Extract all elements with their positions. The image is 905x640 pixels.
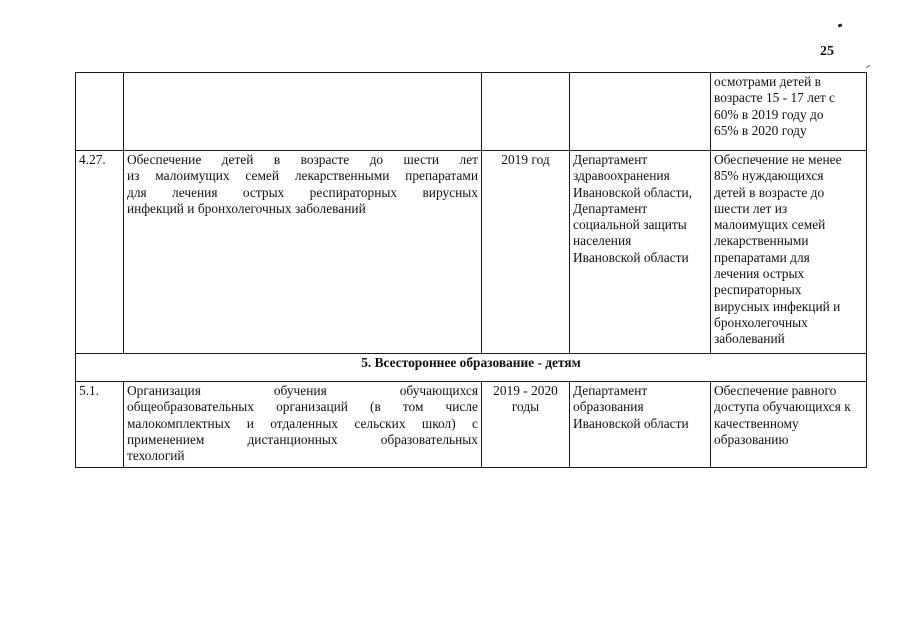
activity-line: инфекций и бронхолегочных заболеваний [127,200,366,216]
result-line: Обеспечение равного [714,383,837,398]
table-row-4-27 [76,151,867,354]
result-line: доступа обучающихся к [714,399,851,415]
result-line: Обеспечение не менее [714,152,842,167]
activity-line: применением дистанционных образовательных [127,431,478,447]
result-line: бронхолегочных [714,314,808,330]
result-line: детей в возрасте до [714,184,825,200]
result-line: препаратами для [714,249,810,265]
activity-line: техологий [127,448,185,464]
cell-result [711,73,867,151]
result-line: лечения острых [714,266,805,282]
result-line: малоимущих семей [714,217,826,233]
result-line: лекарственными [714,233,809,249]
cell-number: 4.27. [76,151,124,354]
result-line: 60% в 2019 году до [714,106,824,122]
cell-number: 5.1. [76,382,124,468]
result-line: респираторных [714,282,802,298]
term-line: 2019 - 2020 [493,383,558,398]
activity-line: для лечения острых респираторных вирусных [127,184,478,200]
scan-mark [838,23,843,27]
cell-executor [570,73,711,151]
result-line: возрасте 15 - 17 лет с [714,90,835,106]
table-row-5-1 [76,382,867,468]
cell-term [482,382,570,468]
executor-line: здравоохранения [573,168,670,184]
cell-executor [570,151,711,354]
result-line: вирусных инфекций и [714,298,841,314]
executor-line: Департамент [573,200,648,216]
cell-number [76,73,124,151]
cell-result [711,151,867,354]
cell-result [711,382,867,468]
activity-line: малокомплектных и отдаленных сельских школ) с [127,415,478,431]
page-number: 25 [820,44,834,59]
section-heading-row [76,354,867,382]
cell-term [482,73,570,151]
result-line: качественному [714,415,799,431]
cell-activity [124,151,482,354]
executor-line: населения [573,233,632,249]
executor-line: Департамент [573,152,648,167]
cell-activity [124,73,482,151]
activity-line: из малоимущих семей лекарственными препаратами [127,168,478,184]
activity-line: Обеспечение детей в возрасте до шести лет [127,152,478,167]
executor-line: Ивановской области [573,415,689,431]
executor-line: Ивановской области [573,249,689,265]
result-line: образованию [714,431,789,447]
cell-term: 2019 год [482,151,570,354]
executor-line: социальной защиты [573,217,687,233]
activity-line: Организация обучения обучающихся [127,383,478,398]
measures-table [75,72,867,468]
result-line: осмотрами детей в [714,74,821,89]
scan-mark [866,65,870,68]
executor-line: Ивановской области, [573,184,692,200]
result-line: 85% нуждающихся [714,168,824,184]
cell-executor [570,382,711,468]
term-line: годы [511,399,540,415]
executor-line: образования [573,399,644,415]
result-line: шести лет из [714,200,788,216]
activity-line: общеобразовательных организаций (в том числе [127,399,478,415]
result-line: 65% в 2020 году [714,122,807,138]
result-line: заболеваний [714,331,785,347]
section-title: 5. Всестороннее образование - детям [76,354,867,382]
table-row-continued [76,73,867,151]
executor-line: Департамент [573,383,648,398]
cell-activity [124,382,482,468]
